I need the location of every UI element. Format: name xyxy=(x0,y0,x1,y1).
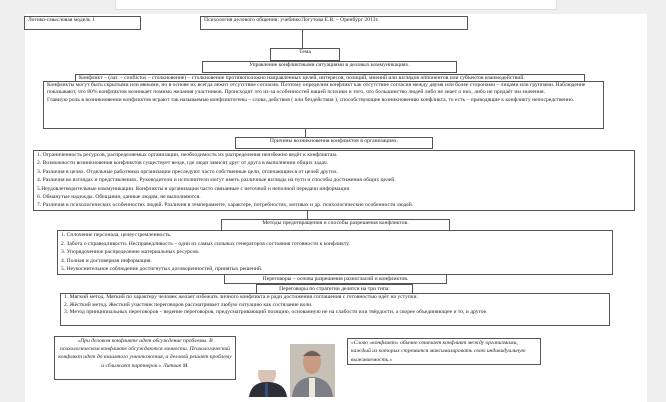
list-item: 5. Неукоснительное соблюдение достигнутых договоренностей, принятых решений. xyxy=(61,266,263,272)
quote-left: «При деловом конфликте идет обсуждение проблемы. В психологическом конфликте обсуждаются личности. Психологический конфликт идет до взаимного уничтожения, а деловой решает проблему и сближает партнеров.» Литвак М. xyxy=(54,336,236,380)
list-item: 3. Упорядоченное распределение материальных ресурсов. xyxy=(61,249,200,255)
list-item: 1. Мягкий метод. Мягкий по характеру человек желает избежать личного конфликта и ради достижения соглашения с готовностью идёт на уступки. xyxy=(64,294,418,300)
methods-title: Методы предотвращения и способы разрешения конфликтов. xyxy=(221,219,450,231)
methods-list xyxy=(57,230,613,275)
intro-paragraph: Конфликты могут быть скрытыми или явными, но в основе их всегда лежит отсутствие согласия. Поэтому определим конфликт как отсутствие согласия между двумя или более сторонами – лицами или группами. Наблюдение показывают, что 80% конфликтов возникает помимо желания участников. Происходит это из-за особенностей нашей психики и того, что большинство людей либо не знает о них, либо не придаёт им значения. xyxy=(47,82,586,96)
model-label: Логико-смысловая модель 1 xyxy=(24,16,141,30)
connector xyxy=(302,30,303,48)
causes-title: Причины возникновения конфликтов в организациях. xyxy=(235,137,433,149)
list-item: 3. Различия в целях. Отдельные работники организации преследуют часто собственные цели, отличающиеся от целей других. xyxy=(37,168,339,175)
connector xyxy=(307,211,308,219)
list-item: 5.Неудовлетворительные коммуникации. Конфликты в организации часто связанные с неточной и неполной передачи информации xyxy=(37,185,350,192)
strategy-title: Переговоры по стратегии делятся на три типа: xyxy=(256,284,413,294)
list-item: 2. Возможности возникновения конфликтов существует везде, где люди зависят друг от друга в выполнении общих задач. xyxy=(37,160,329,167)
portrait-photo xyxy=(245,370,290,397)
top-strip xyxy=(115,0,557,10)
list-item: 3. Метод принципиальных переговоров – ведение переговоров, предусматривающий позицию, основанную не на слабости или твёрдости, а скорее объединяющее и то, и другое. xyxy=(64,309,488,316)
definition: Конфликт – (лат. – conflictus – столкновение) – столкновение противоположно направленных целей, интересов, позиций, мнений или взглядов оппонентов или субъектов взаимодействий. xyxy=(75,74,585,90)
portrait-photo xyxy=(290,344,335,397)
list-item: 6. Обманутые надежды. Обещания, данные людям, не выполняются. xyxy=(37,194,201,201)
causes-list xyxy=(33,150,635,211)
list-item: 4. Полная и достоверная информация. xyxy=(61,257,152,264)
list-item: 4. Различия во взглядах и представлениях. Руководители и исполнители могут иметь различные взгляды на пути и способы достижения общих целей. xyxy=(37,177,396,184)
list-item: 1. Ограниченность ресурсов, распределяемых организации, необходимость их распределения неизбежно ведёт к конфликтам. xyxy=(37,152,338,158)
negotiations-title: Переговоры – основа разрешения разногласий и конфликтов. xyxy=(224,274,447,284)
citation: Психология делового общения: учебник/Логутова Е.В. – Оренбург 2013г. xyxy=(200,16,468,30)
topic-label: Тема xyxy=(270,48,340,61)
list-item: 7. Различия в психологических особенностях людей. Различия в темпераменте, характере, потребностях, мотивах и др. психологические особенности людей. xyxy=(37,202,414,209)
intro-paragraph: Главную роль в возникновении конфликтов играют так называемые конфликтогены – слова, действия ( или бездействия ), способствующие возникновению конфликта, то есть – приводящие к конфликту непосредственно. xyxy=(47,96,575,103)
strategy-list xyxy=(60,293,610,326)
list-item: 1. Сплочение персонала, целеустремленность. xyxy=(61,232,172,238)
list-item: 2. Жёсткий метод. Жесткий участник переговоров рассматривает любую ситуацию как состязание воли. xyxy=(64,301,313,308)
quote-right: «Слово «конфликт» обычно означает конфликт между организмами, каждый из которых стремится максимизировать свою индивидуальную выживаемость.» xyxy=(347,338,541,365)
topic-title: Управление конфликтными ситуациями в деловых коммуникациях. xyxy=(202,61,457,73)
list-item: 2. Забота о справедливости. Несправедливость – один из самых сильных генераторов состояния готовности к конфликту. xyxy=(61,240,350,247)
intro-box xyxy=(43,81,604,129)
